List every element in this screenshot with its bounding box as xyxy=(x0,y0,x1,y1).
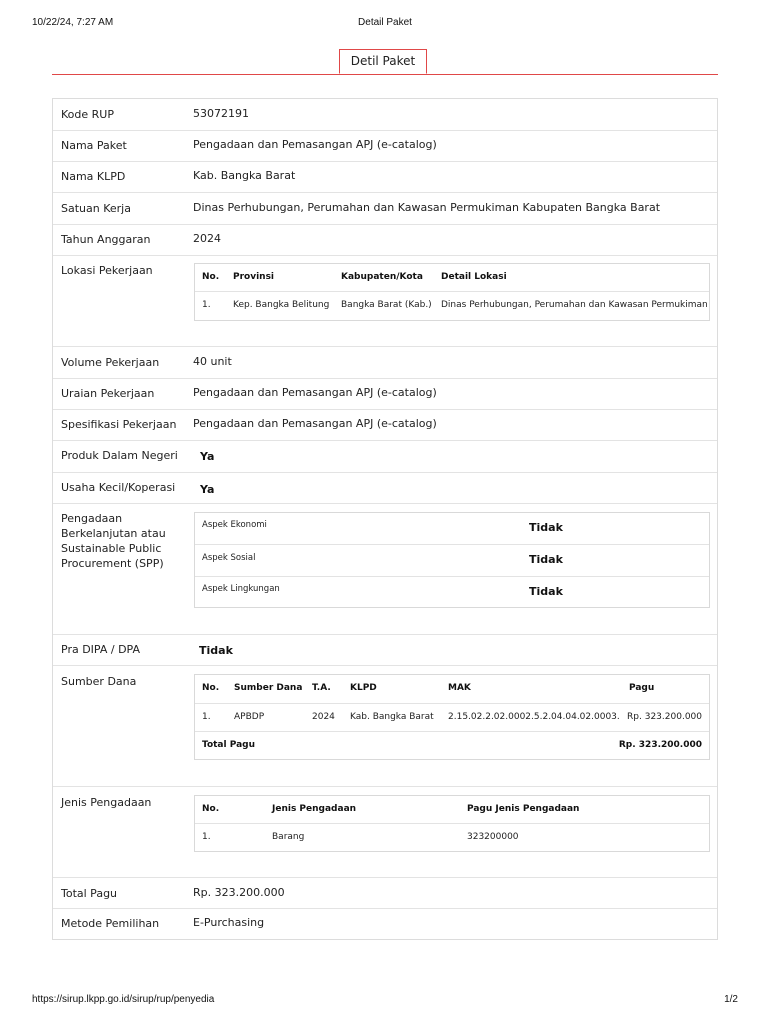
value-satuan-kerja: Dinas Perhubungan, Perumahan dan Kawasan Permukiman Kabupaten Bangka Barat xyxy=(193,201,661,214)
row-total-pagu xyxy=(53,878,717,909)
row-pdn xyxy=(53,441,717,473)
table-row xyxy=(195,545,709,577)
label-spesifikasi: Spesifikasi Pekerjaan xyxy=(61,418,177,431)
sumber-no: 1. xyxy=(202,712,211,722)
value-spesifikasi: Pengadaan dan Pemasangan APJ (e-catalog) xyxy=(193,417,437,430)
sumber-dana-table xyxy=(194,674,710,760)
label-nama-klpd: Nama KLPD xyxy=(61,170,126,183)
table-row xyxy=(195,577,709,607)
jenis-th-no: No. xyxy=(202,804,220,814)
label-volume: Volume Pekerjaan xyxy=(61,356,160,369)
spp-aspect-lingkungan: Aspek Lingkungan xyxy=(202,584,280,594)
value-ukk: Ya xyxy=(200,483,215,496)
sumber-klpd: Kab. Bangka Barat xyxy=(350,712,434,722)
lokasi-th-kabupaten: Kabupaten/Kota xyxy=(341,272,423,282)
sumber-total-value: Rp. 323.200.000 xyxy=(618,740,702,750)
sumber-pagu: Rp. 323.200.000 xyxy=(627,712,702,722)
value-volume: 40 unit xyxy=(193,355,232,368)
label-pra-dipa: Pra DIPA / DPA xyxy=(61,643,140,656)
jenis-pengadaan-table xyxy=(194,795,710,852)
row-tahun-anggaran xyxy=(53,225,717,256)
jenis-th-jenis: Jenis Pengadaan xyxy=(272,804,357,814)
label-ukk: Usaha Kecil/Koperasi xyxy=(61,481,176,494)
sumber-th-sumber: Sumber Dana xyxy=(234,683,303,693)
label-tahun-anggaran: Tahun Anggaran xyxy=(61,233,151,246)
label-lokasi-pekerjaan: Lokasi Pekerjaan xyxy=(61,264,153,277)
row-nama-klpd xyxy=(53,162,717,193)
spp-aspect-ekonomi: Aspek Ekonomi xyxy=(202,520,267,530)
value-kode-rup: 53072191 xyxy=(193,107,249,120)
label-pdn: Produk Dalam Negeri xyxy=(61,449,178,462)
lokasi-table xyxy=(194,263,710,321)
row-lokasi-pekerjaan xyxy=(53,256,717,347)
spp-value-lingkungan: Tidak xyxy=(529,585,563,598)
jenis-no: 1. xyxy=(202,832,211,842)
jenis-header-row xyxy=(195,796,709,824)
print-datetime: 10/22/24, 7:27 AM xyxy=(32,17,114,28)
label-sumber-dana: Sumber Dana xyxy=(61,675,137,688)
value-total-pagu: Rp. 323.200.000 xyxy=(193,886,285,899)
lokasi-header-row xyxy=(195,264,709,292)
row-spp xyxy=(53,504,717,635)
sumber-th-no: No. xyxy=(202,683,220,693)
lokasi-th-no: No. xyxy=(202,272,220,282)
label-metode: Metode Pemilihan xyxy=(61,917,160,930)
value-tahun-anggaran: 2024 xyxy=(193,232,221,245)
row-kode-rup xyxy=(53,99,717,131)
table-row xyxy=(195,292,709,320)
row-metode xyxy=(53,909,717,939)
spp-aspect-sosial: Aspek Sosial xyxy=(202,553,256,563)
table-row xyxy=(195,824,709,851)
sumber-th-klpd: KLPD xyxy=(350,683,377,693)
row-volume xyxy=(53,347,717,379)
table-row xyxy=(195,704,709,732)
label-satuan-kerja: Satuan Kerja xyxy=(61,202,131,215)
sumber-sumber: APBDP xyxy=(234,712,265,722)
value-nama-paket: Pengadaan dan Pemasangan APJ (e-catalog) xyxy=(193,138,437,151)
label-total-pagu: Total Pagu xyxy=(61,887,118,900)
sumber-ta: 2024 xyxy=(312,712,335,722)
row-pra-dipa xyxy=(53,635,717,666)
label-nama-paket: Nama Paket xyxy=(61,139,127,152)
label-uraian: Uraian Pekerjaan xyxy=(61,387,155,400)
print-url: https://sirup.lkpp.go.id/sirup/rup/penyedia xyxy=(32,994,215,1005)
sumber-mak: 2.15.02.2.02.0002.5.2.04.04.02.0003. xyxy=(448,712,620,722)
label-kode-rup: Kode RUP xyxy=(61,108,114,121)
value-pdn: Ya xyxy=(200,450,215,463)
label-jenis-pengadaan: Jenis Pengadaan xyxy=(61,796,152,809)
row-nama-paket xyxy=(53,131,717,162)
lokasi-provinsi: Kep. Bangka Belitung xyxy=(233,300,330,310)
tab-detil-paket[interactable]: Detil Paket xyxy=(339,49,427,74)
lokasi-th-provinsi: Provinsi xyxy=(233,272,275,282)
jenis-th-pagu: Pagu Jenis Pengadaan xyxy=(467,804,580,814)
row-satuan-kerja xyxy=(53,193,717,225)
lokasi-no: 1. xyxy=(202,300,211,310)
jenis-pagu: 323200000 xyxy=(467,832,519,842)
value-pra-dipa: Tidak xyxy=(199,644,233,657)
lokasi-kabupaten: Bangka Barat (Kab.) xyxy=(341,300,432,310)
detail-table xyxy=(52,98,718,940)
lokasi-th-detail: Detail Lokasi xyxy=(441,272,507,282)
sumber-th-pagu: Pagu xyxy=(629,683,655,693)
table-row xyxy=(195,513,709,545)
row-jenis-pengadaan xyxy=(53,787,717,878)
value-nama-klpd: Kab. Bangka Barat xyxy=(193,169,296,182)
spp-value-sosial: Tidak xyxy=(529,553,563,566)
sumber-th-ta: T.A. xyxy=(312,683,331,693)
row-spesifikasi xyxy=(53,410,717,441)
value-metode: E-Purchasing xyxy=(193,916,265,929)
spp-value-ekonomi: Tidak xyxy=(529,521,563,534)
sumber-total-row xyxy=(195,732,709,759)
row-sumber-dana xyxy=(53,666,717,787)
sumber-header-row xyxy=(195,675,709,704)
sumber-total-label: Total Pagu xyxy=(202,740,255,750)
lokasi-detail: Dinas Perhubungan, Perumahan dan Kawasan Permukiman xyxy=(441,300,708,310)
value-uraian: Pengadaan dan Pemasangan APJ (e-catalog) xyxy=(193,386,437,399)
sumber-th-mak: MAK xyxy=(448,683,471,693)
print-title: Detail Paket xyxy=(358,17,412,28)
spp-table xyxy=(194,512,710,608)
row-ukk xyxy=(53,473,717,504)
page-number: 1/2 xyxy=(724,994,738,1005)
jenis-jenis: Barang xyxy=(272,832,305,842)
row-uraian xyxy=(53,379,717,410)
tab-underline xyxy=(52,74,718,75)
label-spp: Pengadaan Berkelanjutan atau Sustainable Public Procurement (SPP) xyxy=(61,512,166,570)
